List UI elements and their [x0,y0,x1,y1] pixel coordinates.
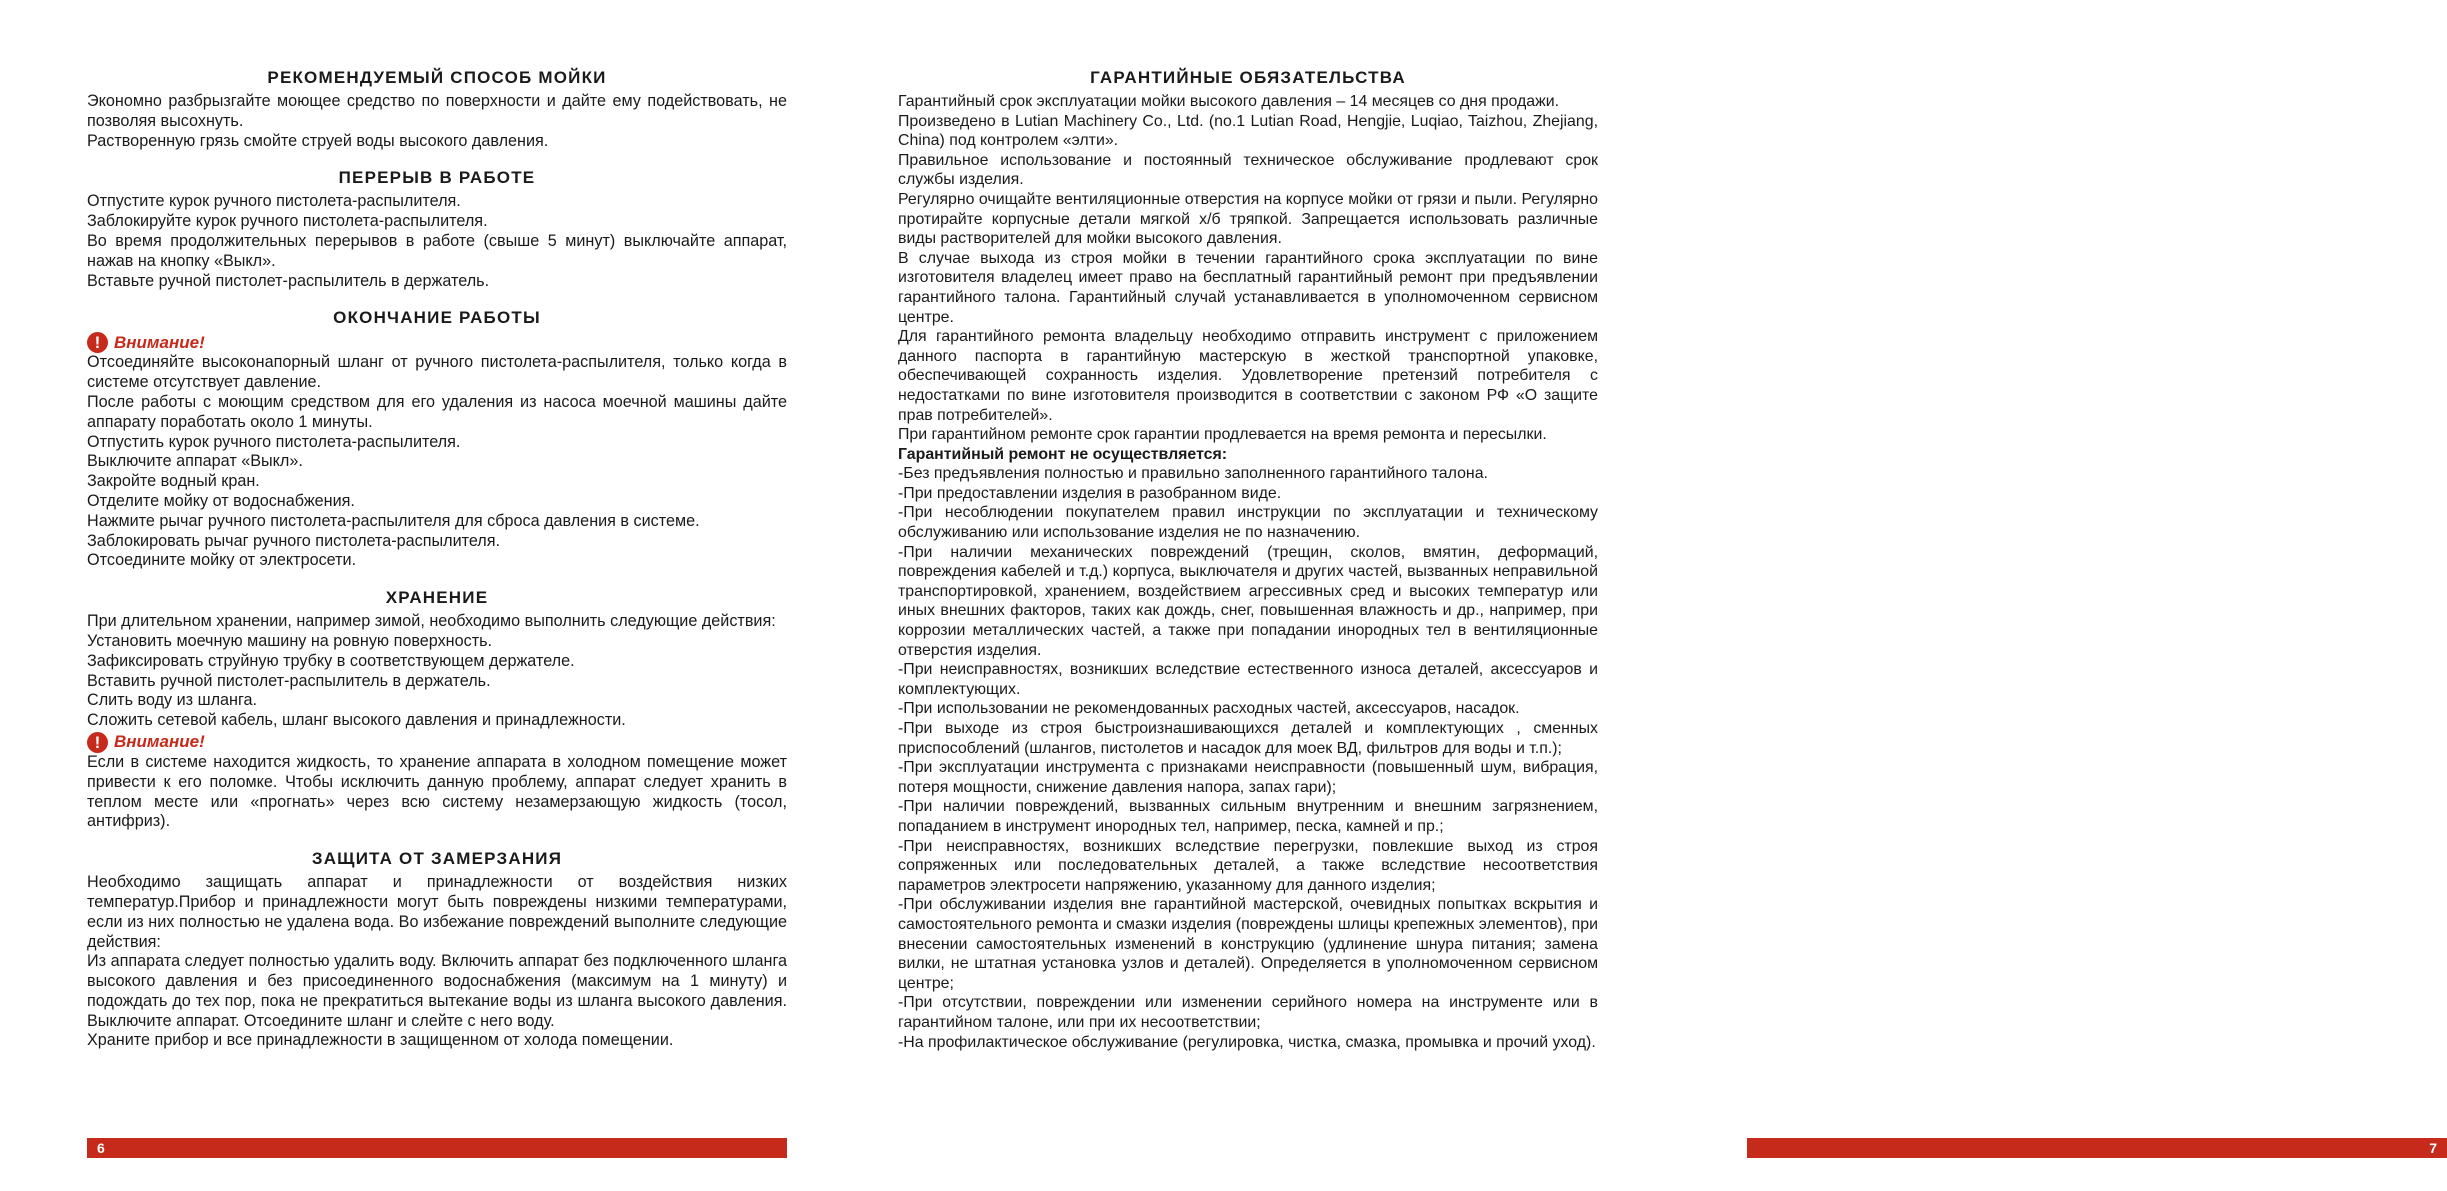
paragraph: Растворенную грязь смойте струей воды высокого давления. [87,131,549,150]
no-repair-heading: Гарантийный ремонт не осуществляется: [898,445,1228,463]
section-title-washing: РЕКОМЕНДУЕМЫЙ СПОСОБ МОЙКИ [267,68,607,87]
paragraph: Вставить ручной пистолет-распылитель в держатель. [87,671,491,690]
warning-label: Внимание! [114,332,205,352]
paragraph: При гарантийном ремонте срок гарантии продлевается на время ремонта и пересылки. [898,426,1547,444]
paragraph: Храните прибор и все принадлежности в защищенном от холода помещении. [87,1031,674,1050]
exclusion-item: -При несоблюдении покупателем правил инструкции по эксплуатации и техническому обслуживанию или использование изделия не по назначению. [898,504,1598,542]
paragraph: Отделите мойку от водоснабжения. [87,491,355,510]
paragraph: Если в системе находится жидкость, то хранение аппарата в холодном помещение может привести к его поломке. Чтобы исключить данную проблему, аппарат следует хранить в теплом месте или «прогнать» через всю систему незамерзающую жидкость (тосол, антифриз). [87,752,787,831]
paragraph: Отпустить курок ручного пистолета-распылителя. [87,432,461,451]
exclusion-item: -При неисправностях, возникших вследствие естественного износа деталей, аксессуаров и комплектующих. [898,661,1598,698]
warning-notice [87,332,787,353]
exclusion-item: -Без предъявления полностью и правильно заполненного гарантийного талона. [898,465,1488,483]
paragraph: При длительном хранении, например зимой, необходимо выполнить следующие действия: [87,612,776,631]
exclusion-item: -При эксплуатации инструмента с признаками неисправности (повышенный шум, вибрация, потеря мощности, снижение давления напора, запах гари); [898,759,1598,796]
exclusion-item: -При неисправностях, возникших вследствие перегрузки, повлекшие выход из строя сопряженных или последовательных деталей, а также вследствие несоответствия параметров электросети напряжению, указанному для данного изделия; [898,837,1598,894]
exclusion-item: -На профилактическое обслуживание (регулировка, чистка, смазка, промывка и прочий уход). [898,1033,1596,1051]
footer-bar [87,1138,787,1158]
page-7 [842,0,2437,1191]
paragraph: Отпустите курок ручного пистолета-распылителя. [87,192,461,211]
paragraph: В случае выхода из строя мойки в течении гарантийного срока эксплуатации по вине изготовителя владелец имеет право на бесплатный гарантийный ремонт при предъявлении гарантийного талона. Гарантийный случай устанавливается в уполномоченном сервисном центре. [898,249,1598,326]
paragraph: Выключите аппарат «Выкл». [87,452,303,471]
section-title-warranty: ГАРАНТИЙНЫЕ ОБЯЗАТЕЛЬСТВА [1090,68,1406,87]
paragraph: Регулярно очищайте вентиляционные отверстия на корпусе мойки от грязи и пыли. Регулярно протирайте корпусные детали мягкой х/б тряпкой. Запрещается использовать различные виды растворителей для мойки высокого давления. [898,190,1598,248]
paragraph: Зафиксировать струйную трубку в соответствующем держателе. [87,651,575,670]
exclusion-item: -При выходе из строя быстроизнашивающихся деталей и комплектующих , сменных приспособлений (шлангов, пистолетов и насадок для моек ВД, фильтров для воды и т.п.); [898,720,1598,757]
paragraph: Заблокируйте курок ручного пистолета-распылителя. [87,212,488,231]
paragraph: Отсоединяйте высоконапорный шланг от ручного пистолета-распылителя, только когда в системе отсутствует давление. [87,353,787,392]
paragraph: Слить воду из шланга. [87,691,258,710]
paragraph: Закройте водный кран. [87,472,260,491]
exclusion-item: -При наличии повреждений, вызванных сильным внутренним и внешним загрязнением, попаданием в инструмент инородных тел, например, песка, камней и пр.; [898,798,1598,835]
paragraph: Во время продолжительных перерывов в работе (свыше 5 минут) выключайте аппарат, нажав на кнопку «Выкл». [87,231,787,270]
footer-bar [1747,1138,2447,1158]
paragraph: Нажмите рычаг ручного пистолета-распылителя для сброса давления в системе. [87,511,700,530]
section-title-storage: ХРАНЕНИЕ [385,588,489,608]
paragraph: Установить моечную машину на ровную поверхность. [87,631,493,650]
exclusion-item: -При использовании не рекомендованных расходных частей, аксессуаров, насадок. [898,700,1520,718]
paragraph: Сложить сетевой кабель, шланг высокого давления и принадлежности. [87,711,626,730]
section-title-frost: ЗАЩИТА ОТ ЗАМЕРЗАНИЯ [311,849,563,869]
warning-label: Внимание! [114,732,205,752]
page-6 [0,0,842,1191]
section-title-finish: ОКОНЧАНИЕ РАБОТЫ [333,308,541,328]
exclusion-item: -При отсутствии, повреждении или изменении серийного номера на инструменте или в гарантийном талоне, или при их несоответствии; [898,994,1598,1031]
paragraph: Необходимо защищать аппарат и принадлежности от воздействия низких температур.Прибор и принадлежности могут быть повреждены низкими температурами, если из них полностью не удалена вода. Во избежание повреждений выполните следующие действия: [87,873,787,951]
page-number: 6 [97,1140,105,1156]
paragraph: Отсоедините мойку от электросети. [87,551,357,570]
paragraph: Заблокировать рычаг ручного пистолета-распылителя. [87,531,501,550]
section-title-break: ПЕРЕРЫВ В РАБОТЕ [338,168,536,188]
paragraph: Экономно разбрызгайте моющее средство по поверхности и дайте ему подействовать, не позволяя высохнуть. [87,92,787,130]
left-column [87,68,787,1051]
exclusion-item: -При предоставлении изделия в разобранном виде. [898,484,1282,502]
paragraph: Вставьте ручной пистолет-распылитель в держатель. [87,271,490,290]
exclusion-item: -При обслуживании изделия вне гарантийной мастерской, очевидных попытках вскрытия и самостоятельного ремонта и смазки изделия (повреждены шлицы крепежных элементов), при внесении самостоятельных изменений в конструкцию (удлинение шнура питания; замена вилки, не штатная установка узлов и деталей). Определяется в уполномоченном сервисном центре; [898,896,1598,992]
paragraph: После работы с моющим средством для его удаления из насоса моечной машины дайте аппарату поработать около 1 минуты. [87,392,787,431]
exclamation-circle-icon: ! [87,732,108,753]
paragraph: Для гарантийного ремонта владельцу необходимо отправить инструмент с приложением данного паспорта в гарантийную мастерскую в жесткой транспортной упаковке, обеспечивающей сохранность изделия. Удовлетворение претензий потребителя с недостатками по вине изготовителя производится в соответствии с законом РФ «О защите прав потребителей». [898,328,1598,424]
warning-notice [87,732,787,753]
page-number: 7 [2429,1140,2437,1156]
paragraph: Правильное использование и постоянный техническое обслуживание продлевают срок службы изделия. [898,151,1598,189]
paragraph: Произведено в Lutian Machinery Co., Ltd. (no.1 Lutian Road, Hengjie, Luqiao, Taizhou, Zhejiang, China) под контролем «элти». [898,112,1598,150]
right-column [898,68,1598,1052]
paragraph: Гарантийный срок эксплуатации мойки высокого давления – 14 месяцев со дня продажи. [898,93,1560,110]
exclamation-circle-icon: ! [87,332,108,353]
exclusion-item: -При наличии механических повреждений (трещин, сколов, вмятин, деформаций, повреждения кабелей и т.д.) корпуса, выключателя и других частей, вызванных неправильной транспортировкой, хранением, воздействием агрессивных сред и высоких температур или иных внешних факторов, таких как дождь, снег, повышенная влажность и др., например, при коррозии металлических частей, а также при попадании инородных тел в вентиляционные отверстия изделия. [898,543,1598,659]
paragraph: Из аппарата следует полностью удалить воду. Включить аппарат без подключенного шланга высокого давления и без присоединенного водоснабжения (максимум на 1 минуту) и подождать до тех пор, пока не прекратиться вытекание воды из шланга высокого давления. Выключите аппарат. Отсоедините шланг и слейте с него воду. [87,952,787,1030]
